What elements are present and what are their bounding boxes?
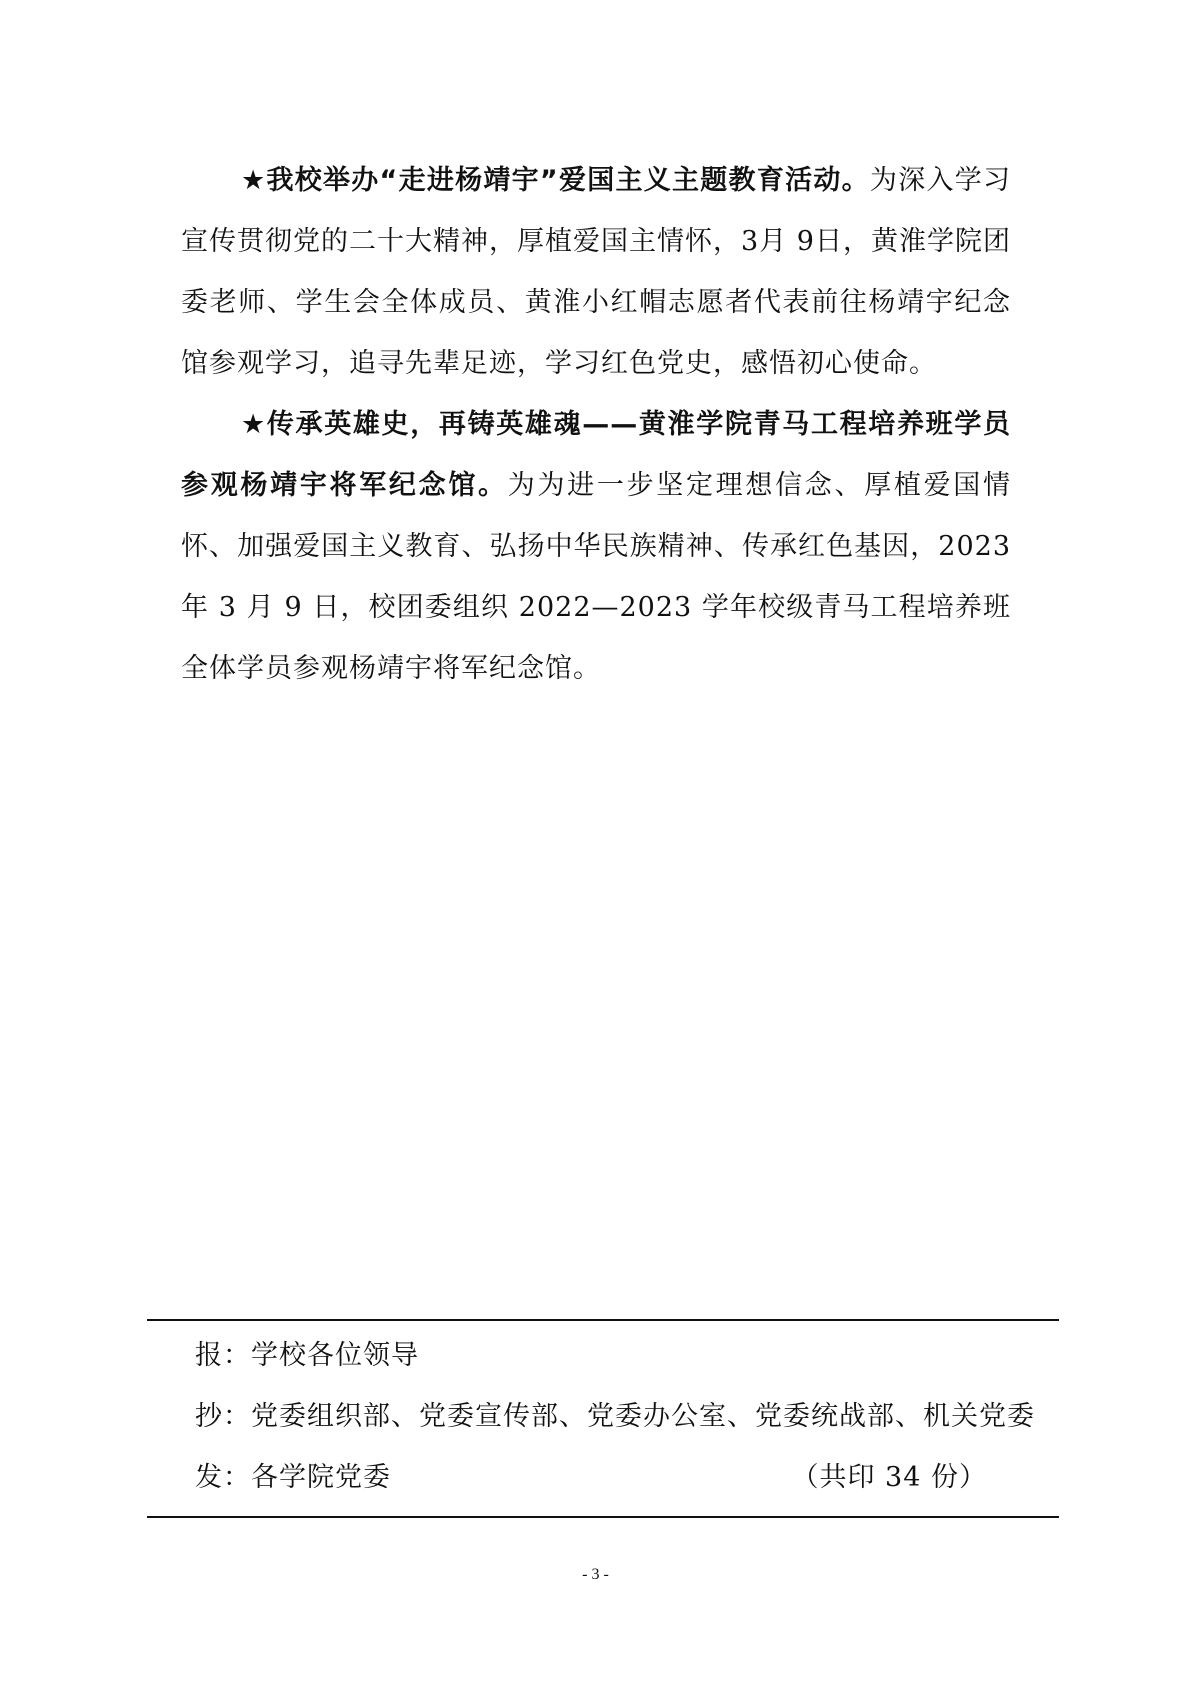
news-item-2 — [181, 394, 1011, 699]
news-item-1-body: 为深入学习宣传贯彻党的二十大精神，厚植爱国主情怀，3月 9日，黄淮学院团委老师、学生会全体成员、黄淮小红帽志愿者代表前往杨靖宇纪念馆参观学习，追寻先辈足迹，学习红色党史，感悟初心使命。 — [181, 165, 1012, 379]
distribution-block — [147, 1319, 1059, 1518]
page-number: - 3 - — [582, 1566, 609, 1583]
copy-row — [147, 1386, 1059, 1447]
document-body — [181, 150, 1011, 699]
news-item-1-heading: ★我校举办“走进杨靖宇”爱国主义主题教育活动。 — [241, 165, 870, 196]
report-row — [147, 1325, 1059, 1386]
copy-label: 抄： — [195, 1401, 251, 1432]
news-item-2-body: 为为进一步坚定理想信念、厚植爱国情怀、加强爱国主义教育、弘扬中华民族精神、传承红色基因，2023 年 3 月 9 日，校团委组织 2022—2023 学年校级青马工程培养班全体学员参观杨靖宇将军纪念馆。 — [181, 470, 1012, 684]
news-item-2-heading: ★传承英雄史，再铸英雄魂——黄淮学院青马工程培养班学员参观杨靖宇将军纪念馆。 — [181, 409, 1011, 501]
issue-row — [147, 1447, 1059, 1508]
issue-label: 发： — [195, 1462, 251, 1493]
report-label: 报： — [195, 1340, 251, 1371]
copy-value: 党委组织部、党委宣传部、党委办公室、党委统战部、机关党委 — [251, 1401, 1035, 1432]
copies-count: （共印 34 份） — [791, 1462, 987, 1493]
news-item-1 — [181, 150, 1011, 394]
issue-value: 各学院党委 — [251, 1462, 391, 1493]
report-value: 学校各位领导 — [251, 1340, 419, 1371]
